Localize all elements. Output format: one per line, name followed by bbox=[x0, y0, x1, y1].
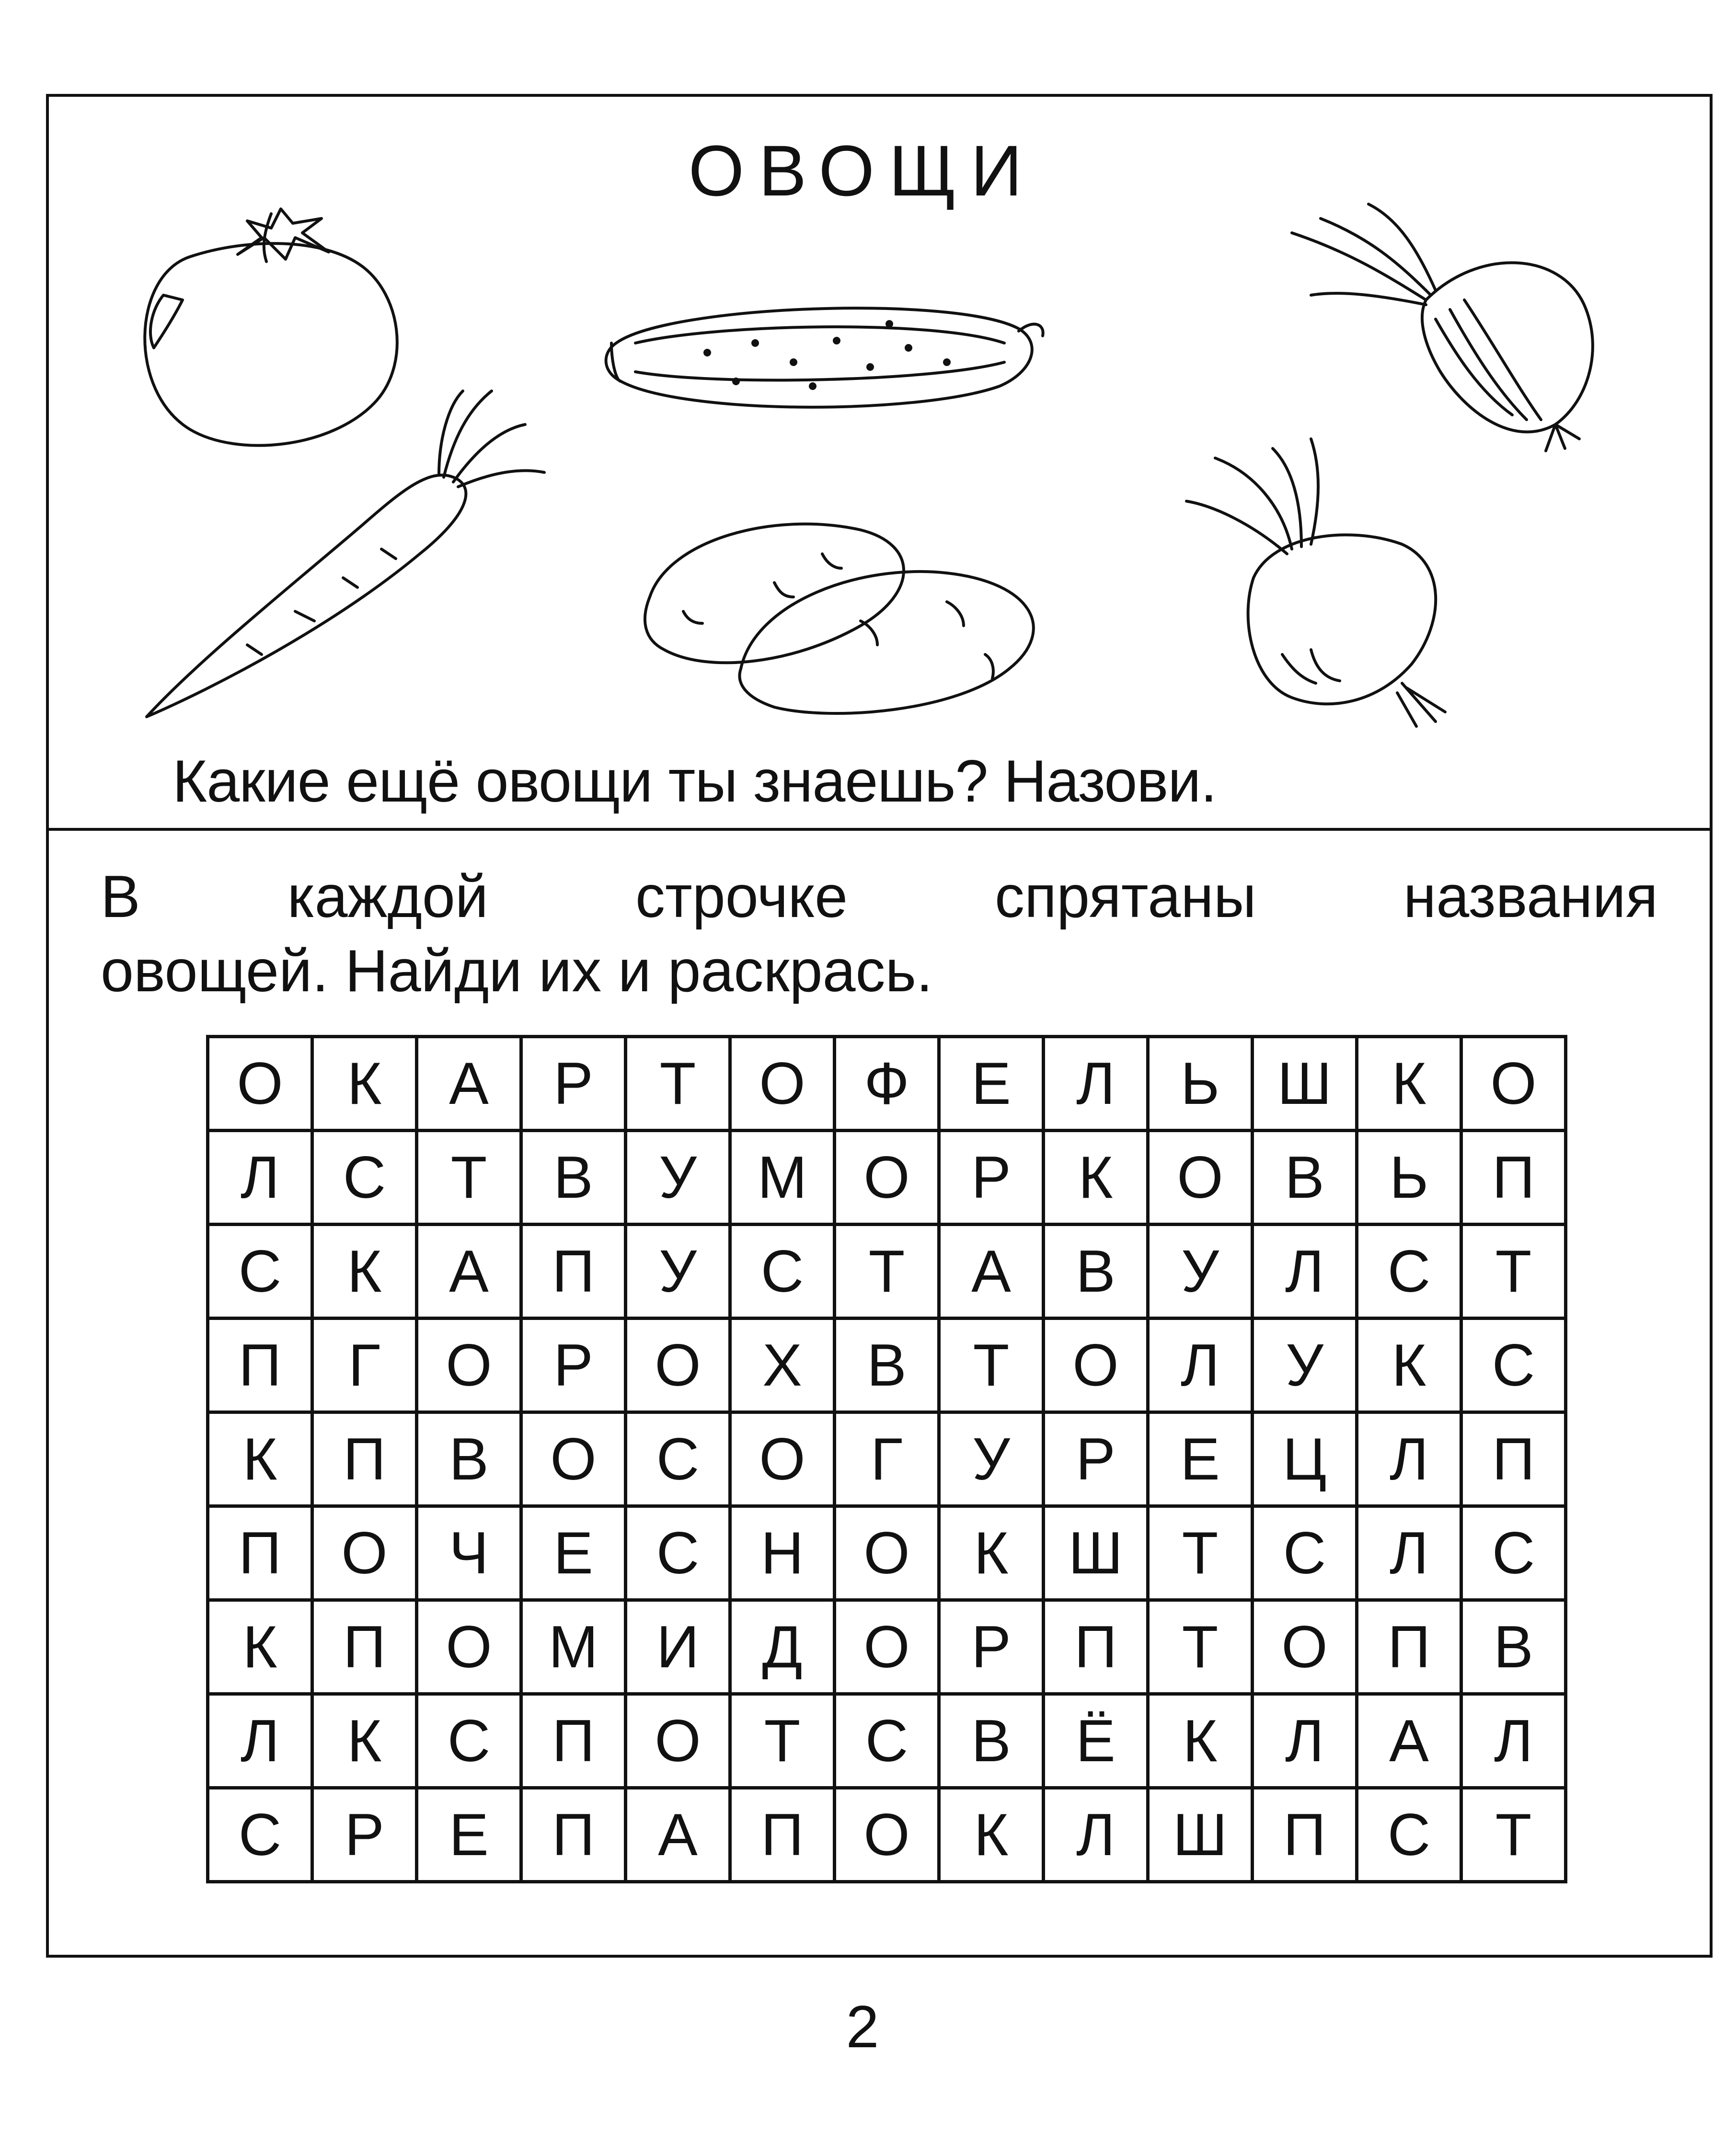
grid-cell[interactable]: Р bbox=[939, 1131, 1044, 1225]
grid-cell[interactable]: Ш bbox=[1253, 1037, 1357, 1131]
grid-cell[interactable]: К bbox=[1148, 1694, 1253, 1788]
onion-illustration bbox=[1292, 204, 1593, 451]
grid-cell[interactable]: К bbox=[1357, 1319, 1461, 1412]
grid-cell[interactable]: О bbox=[1044, 1319, 1148, 1412]
grid-cell[interactable]: В bbox=[835, 1319, 939, 1412]
grid-cell[interactable]: Г bbox=[312, 1319, 417, 1412]
grid-cell[interactable]: Т bbox=[939, 1319, 1044, 1412]
grid-cell[interactable]: В bbox=[1253, 1131, 1357, 1225]
question-text: Какие ещё овощи ты знаешь? Назови. bbox=[172, 748, 1217, 814]
grid-cell[interactable]: К bbox=[208, 1600, 312, 1694]
grid-cell[interactable]: О bbox=[835, 1600, 939, 1694]
instruction-line-2: овощей. Найди их и раскрась. bbox=[101, 938, 933, 1004]
grid-cell[interactable]: Л bbox=[1044, 1037, 1148, 1131]
grid-row bbox=[208, 1319, 1566, 1412]
grid-cell[interactable]: О bbox=[312, 1506, 417, 1600]
vegetables-illustration bbox=[46, 94, 1713, 828]
grid-cell[interactable]: Л bbox=[208, 1131, 312, 1225]
grid-cell[interactable]: О bbox=[417, 1319, 521, 1412]
beet-illustration bbox=[1186, 439, 1445, 726]
grid-cell[interactable]: Х bbox=[730, 1319, 835, 1412]
grid-cell[interactable]: П bbox=[1461, 1131, 1566, 1225]
carrot-illustration bbox=[147, 391, 544, 717]
grid-cell[interactable]: С bbox=[1461, 1506, 1566, 1600]
grid-cell[interactable]: Е bbox=[417, 1788, 521, 1882]
grid-cell[interactable]: П bbox=[312, 1600, 417, 1694]
grid-cell[interactable]: О bbox=[835, 1506, 939, 1600]
instruction-line-1: В каждой строчке спрятаны названия bbox=[101, 864, 1658, 930]
grid-cell[interactable]: Р bbox=[1044, 1412, 1148, 1506]
grid-cell[interactable]: Е bbox=[939, 1037, 1044, 1131]
grid-cell[interactable]: Н bbox=[730, 1506, 835, 1600]
grid-cell[interactable]: П bbox=[312, 1412, 417, 1506]
grid-row bbox=[208, 1506, 1566, 1600]
grid-cell[interactable]: У bbox=[626, 1225, 730, 1319]
grid-cell[interactable]: Ё bbox=[1044, 1694, 1148, 1788]
grid-cell[interactable]: С bbox=[835, 1694, 939, 1788]
page-number: 2 bbox=[846, 1994, 879, 2060]
grid-cell[interactable]: О bbox=[626, 1319, 730, 1412]
grid-row bbox=[208, 1131, 1566, 1225]
grid-cell[interactable]: Л bbox=[1357, 1506, 1461, 1600]
grid-cell[interactable]: Ш bbox=[1044, 1506, 1148, 1600]
grid-cell[interactable]: Л bbox=[1044, 1788, 1148, 1882]
grid-cell[interactable]: П bbox=[521, 1225, 626, 1319]
grid-cell[interactable]: С bbox=[730, 1225, 835, 1319]
grid-cell[interactable]: С bbox=[208, 1788, 312, 1882]
grid-cell[interactable]: Л bbox=[1357, 1412, 1461, 1506]
tomato-illustration bbox=[145, 209, 397, 446]
grid-cell[interactable]: У bbox=[1253, 1319, 1357, 1412]
grid-cell[interactable]: К bbox=[939, 1788, 1044, 1882]
grid-cell[interactable]: О bbox=[521, 1412, 626, 1506]
grid-cell[interactable]: В bbox=[1044, 1225, 1148, 1319]
instruction-text bbox=[101, 860, 1658, 1009]
grid-cell[interactable]: Р bbox=[312, 1788, 417, 1882]
grid-cell[interactable]: Р bbox=[521, 1319, 626, 1412]
grid-cell[interactable]: В bbox=[939, 1694, 1044, 1788]
grid-cell[interactable]: М bbox=[521, 1600, 626, 1694]
grid-cell[interactable]: О bbox=[1253, 1600, 1357, 1694]
grid-cell[interactable]: П bbox=[521, 1694, 626, 1788]
grid-cell[interactable]: Г bbox=[835, 1412, 939, 1506]
word-search-grid bbox=[206, 1035, 1567, 1883]
grid-row bbox=[208, 1225, 1566, 1319]
grid-cell[interactable]: Р bbox=[521, 1037, 626, 1131]
grid-cell[interactable]: С bbox=[1357, 1788, 1461, 1882]
grid-cell[interactable]: С bbox=[417, 1694, 521, 1788]
grid-cell[interactable]: П bbox=[208, 1319, 312, 1412]
grid-cell[interactable]: П bbox=[1357, 1600, 1461, 1694]
grid-row bbox=[208, 1037, 1566, 1131]
grid-cell[interactable]: Р bbox=[939, 1600, 1044, 1694]
grid-row bbox=[208, 1694, 1566, 1788]
grid-cell[interactable]: Т bbox=[1461, 1225, 1566, 1319]
grid-cell[interactable]: Ь bbox=[1148, 1037, 1253, 1131]
grid-cell[interactable]: У bbox=[939, 1412, 1044, 1506]
grid-cell[interactable]: П bbox=[521, 1788, 626, 1882]
grid-cell[interactable]: Т bbox=[835, 1225, 939, 1319]
grid-cell[interactable]: К bbox=[312, 1225, 417, 1319]
grid-cell[interactable]: Ц bbox=[1253, 1412, 1357, 1506]
grid-cell[interactable]: А bbox=[939, 1225, 1044, 1319]
grid-cell[interactable]: Ф bbox=[835, 1037, 939, 1131]
grid-cell[interactable]: О bbox=[835, 1788, 939, 1882]
grid-cell[interactable]: С bbox=[1253, 1506, 1357, 1600]
grid-cell[interactable]: О bbox=[835, 1131, 939, 1225]
grid-cell[interactable]: Л bbox=[1461, 1694, 1566, 1788]
grid-cell[interactable]: У bbox=[626, 1131, 730, 1225]
grid-cell[interactable]: Т bbox=[1148, 1506, 1253, 1600]
grid-cell[interactable]: В bbox=[417, 1412, 521, 1506]
grid-row bbox=[208, 1600, 1566, 1694]
grid-cell[interactable]: О bbox=[208, 1037, 312, 1131]
grid-cell[interactable]: Л bbox=[1148, 1319, 1253, 1412]
grid-cell[interactable]: А bbox=[626, 1788, 730, 1882]
grid-cell[interactable]: Т bbox=[1148, 1600, 1253, 1694]
grid-cell[interactable]: К bbox=[312, 1694, 417, 1788]
grid-cell[interactable]: К bbox=[1044, 1131, 1148, 1225]
grid-cell[interactable]: О bbox=[730, 1412, 835, 1506]
grid-cell[interactable]: С bbox=[626, 1412, 730, 1506]
grid-cell[interactable]: А bbox=[417, 1225, 521, 1319]
grid-cell[interactable]: О bbox=[417, 1600, 521, 1694]
grid-cell[interactable]: Т bbox=[417, 1131, 521, 1225]
grid-cell[interactable]: Л bbox=[208, 1694, 312, 1788]
grid-cell[interactable]: К bbox=[208, 1412, 312, 1506]
grid-cell[interactable]: Т bbox=[730, 1694, 835, 1788]
grid-cell[interactable]: Д bbox=[730, 1600, 835, 1694]
grid-cell[interactable]: С bbox=[312, 1131, 417, 1225]
grid-cell[interactable]: П bbox=[1253, 1788, 1357, 1882]
grid-cell[interactable]: И bbox=[626, 1600, 730, 1694]
grid-cell[interactable]: Т bbox=[626, 1037, 730, 1131]
grid-cell[interactable]: О bbox=[730, 1037, 835, 1131]
grid-row bbox=[208, 1412, 1566, 1506]
grid-cell[interactable]: О bbox=[1148, 1131, 1253, 1225]
section-divider bbox=[46, 828, 1713, 831]
grid-cell[interactable]: К bbox=[312, 1037, 417, 1131]
grid-cell[interactable]: О bbox=[626, 1694, 730, 1788]
grid-cell[interactable]: Л bbox=[1253, 1225, 1357, 1319]
grid-cell[interactable]: П bbox=[730, 1788, 835, 1882]
grid-cell[interactable]: В bbox=[1461, 1600, 1566, 1694]
grid-cell[interactable]: П bbox=[208, 1506, 312, 1600]
grid-cell[interactable]: Е bbox=[1148, 1412, 1253, 1506]
grid-cell[interactable]: В bbox=[521, 1131, 626, 1225]
grid-cell[interactable]: Е bbox=[521, 1506, 626, 1600]
grid-cell[interactable]: А bbox=[417, 1037, 521, 1131]
grid-cell[interactable]: Ь bbox=[1357, 1131, 1461, 1225]
grid-cell[interactable]: К bbox=[939, 1506, 1044, 1600]
grid-cell[interactable]: Т bbox=[1461, 1788, 1566, 1882]
grid-cell[interactable]: У bbox=[1148, 1225, 1253, 1319]
grid-cell[interactable]: Ш bbox=[1148, 1788, 1253, 1882]
grid-cell[interactable]: К bbox=[1357, 1037, 1461, 1131]
grid-cell[interactable]: О bbox=[1461, 1037, 1566, 1131]
page-title: ОВОЩИ bbox=[688, 130, 1037, 211]
grid-cell[interactable]: С bbox=[1357, 1225, 1461, 1319]
grid-cell[interactable]: П bbox=[1461, 1412, 1566, 1506]
grid-cell[interactable]: А bbox=[1357, 1694, 1461, 1788]
grid-cell[interactable]: С bbox=[1461, 1319, 1566, 1412]
grid-cell[interactable]: Л bbox=[1253, 1694, 1357, 1788]
grid-cell[interactable]: Ч bbox=[417, 1506, 521, 1600]
potatoes-illustration bbox=[645, 524, 1034, 713]
grid-cell[interactable]: М bbox=[730, 1131, 835, 1225]
grid-cell[interactable]: С bbox=[626, 1506, 730, 1600]
grid-cell[interactable]: С bbox=[208, 1225, 312, 1319]
grid-row bbox=[208, 1788, 1566, 1882]
cucumber-illustration bbox=[606, 308, 1043, 407]
grid-cell[interactable]: П bbox=[1044, 1600, 1148, 1694]
